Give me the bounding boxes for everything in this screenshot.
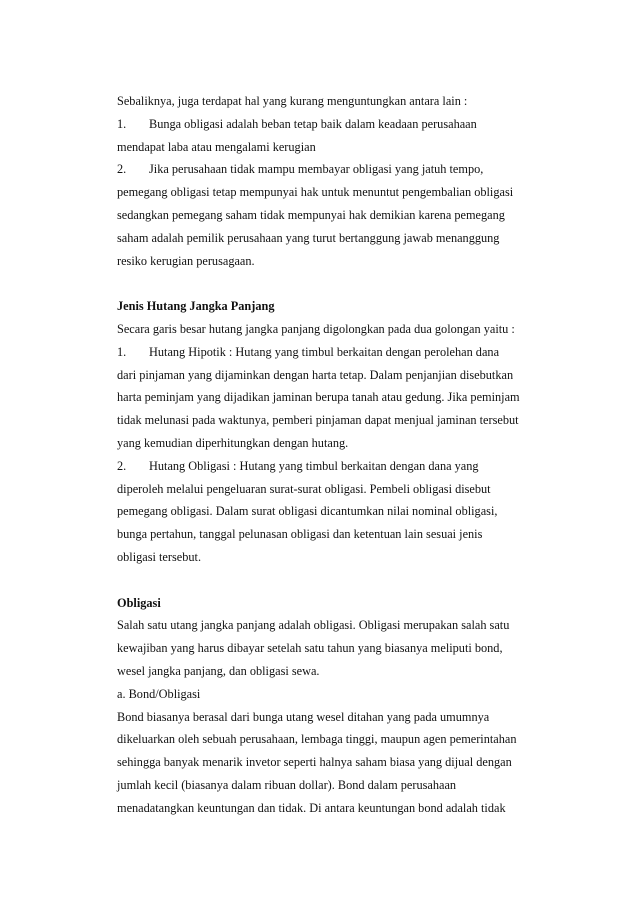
- list-item-continuation: pemegang obligasi tetap mempunyai hak untuk menuntut pengembalian obligasi: [117, 185, 514, 200]
- list-number: 2.: [117, 162, 127, 177]
- list-item-continuation: dari pinjaman yang dijaminkan dengan harta tetap. Dalam penjanjian disebutkan: [117, 367, 514, 382]
- list-number: 2.: [117, 458, 127, 473]
- document-page: [117, 90, 547, 820]
- list-item: [117, 113, 547, 136]
- paragraph-line: kewajiban yang harus dibayar setelah satu tahun yang biasanya meliputi bond,: [117, 641, 503, 656]
- list-item-continuation: yang kemudian diperhitungkan dengan hutang.: [117, 435, 349, 450]
- list-item-continuation: diperoleh melalui pengeluaran surat-surat obligasi. Pembeli obligasi disebut: [117, 481, 491, 496]
- paragraph-line: dikeluarkan oleh sebuah perusahaan, lembaga tinggi, maupun agen pemerintahan: [117, 732, 517, 747]
- list-number: 1.: [117, 344, 127, 359]
- paragraph-intro: Sebaliknya, juga terdapat hal yang kurang menguntungkan antara lain :: [117, 94, 468, 108]
- section-heading-jenis-hutang: Jenis Hutang Jangka Panjang: [117, 299, 275, 314]
- section-heading-obligasi: Obligasi: [117, 595, 161, 610]
- list-item-continuation: pemegang obligasi. Dalam surat obligasi dicantumkan nilai nominal obligasi,: [117, 504, 498, 519]
- list-number: 1.: [117, 116, 127, 131]
- list-item-continuation: mendapat laba atau mengalami kerugian: [117, 139, 316, 154]
- paragraph-line: jumlah kecil (biasanya dalam ribuan dollar). Bond dalam perusahaan: [117, 777, 457, 792]
- list-text: Hutang Obligasi : Hutang yang timbul berkaitan dengan dana yang: [149, 458, 479, 473]
- list-item-continuation: tidak melunasi pada waktunya, pemberi pinjaman dapat menjual jaminan tersebut: [117, 413, 519, 428]
- list-item: [117, 158, 547, 181]
- list-item-continuation: harta peminjam yang dijadikan jaminan berupa tanah atau gedung. Jika peminjam: [117, 390, 520, 405]
- paragraph-intro: Secara garis besar hutang jangka panjang digolongkan pada dua golongan yaitu :: [117, 321, 515, 336]
- list-item: [117, 341, 547, 364]
- list-item-continuation: saham adalah pemilik perusahaan yang turut bertanggung jawab menanggung: [117, 230, 500, 245]
- list-text: Hutang Hipotik : Hutang yang timbul berkaitan dengan perolehan dana: [149, 344, 500, 359]
- paragraph-line: Salah satu utang jangka panjang adalah obligasi. Obligasi merupakan salah satu: [117, 618, 510, 633]
- paragraph-line: Bond biasanya berasal dari bunga utang wesel ditahan yang pada umumnya: [117, 709, 490, 724]
- list-text: Jika perusahaan tidak mampu membayar obligasi yang jatuh tempo,: [149, 162, 484, 177]
- sub-heading-bond: a. Bond/Obligasi: [117, 686, 201, 701]
- list-item-continuation: resiko kerugian perusagaan.: [117, 253, 255, 268]
- paragraph-line: wesel jangka panjang, dan obligasi sewa.: [117, 663, 320, 678]
- paragraph-line: menadatangkan keuntungan dan tidak. Di antara keuntungan bond adalah tidak: [117, 800, 506, 815]
- list-item-continuation: obligasi tersebut.: [117, 549, 202, 564]
- list-item-continuation: bunga pertahun, tanggal pelunasan obligasi dan ketentuan lain sesuai jenis: [117, 527, 483, 542]
- list-text: Bunga obligasi adalah beban tetap baik dalam keadaan perusahaan: [149, 116, 477, 131]
- paragraph-spacer: [117, 272, 547, 295]
- paragraph-line: sehingga banyak menarik invetor seperti halnya saham biasa yang dijual dengan: [117, 755, 512, 770]
- paragraph-spacer: [117, 569, 547, 592]
- list-item-continuation: sedangkan pemegang saham tidak mempunyai hak demikian karena pemegang: [117, 207, 505, 222]
- list-item: [117, 455, 547, 478]
